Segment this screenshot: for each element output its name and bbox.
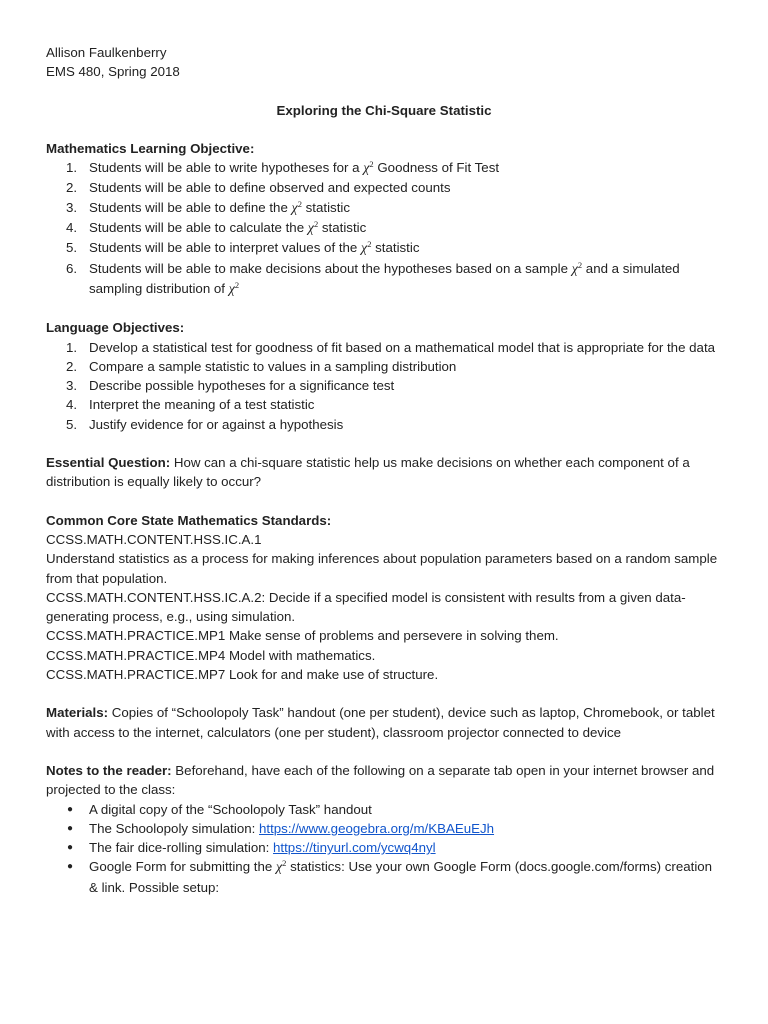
standard-line: CCSS.MATH.CONTENT.HSS.IC.A.2: Decide if a specified model is consistent with results from a given data-generating process, e.g., using simulation.	[46, 589, 686, 625]
document-title: Exploring the Chi-Square Statistic	[276, 102, 492, 118]
chi-symbol: $\chi^2$	[307, 219, 319, 237]
essential-question-text: How can a chi-square statistic help us make decisions on whether each component of a distribution is equally likely to occur?	[46, 455, 690, 490]
standard-line: CCSS.MATH.PRACTICE.MP1 Make sense of problems and persevere in solving them.	[46, 628, 559, 644]
course-info: EMS 480, Spring 2018	[46, 64, 180, 80]
language-objectives-section	[46, 318, 722, 434]
chi-symbol: $\chi^2$	[571, 259, 583, 277]
list-item: 4. Interpret the meaning of a test statistic	[66, 397, 315, 413]
materials-text: Copies of “Schoolopoly Task” handout (one per student), device such as laptop, Chromebook, or tablet with access to the internet, calculators (one per student), classroom projector connected to device	[46, 705, 715, 740]
notes-intro	[46, 761, 722, 800]
list-item: 6. Students will be able to make decisions about the hypotheses based on a sample $\chi^2$ and a simulated sampling distribution of $\chi^2$	[66, 259, 680, 297]
standard-line: Understand statistics as a process for making inferences about population parameters based on a random sample from that population.	[46, 551, 718, 586]
list-item: 1. Students will be able to write hypotheses for a $\chi^2$ Goodness of Fit Test	[66, 159, 500, 177]
dice-simulation-link[interactable]: https://tinyurl.com/ycwq4nyl	[273, 840, 436, 856]
standards-heading: Common Core State Mathematics Standards:	[46, 512, 332, 528]
author-name: Allison Faulkenberry	[46, 45, 167, 60]
list-item: ● The fair dice-rolling simulation: https://tinyurl.com/ycwq4nyl	[46, 838, 722, 857]
list-item: ● A digital copy of the “Schoolopoly Task” handout	[46, 800, 722, 819]
list-item: 5. Justify evidence for or against a hypothesis	[66, 416, 344, 432]
list-item: 4. Students will be able to calculate the $\chi^2$ statistic	[66, 219, 367, 237]
notes-label: Notes to the reader:	[46, 762, 172, 778]
notes-section	[46, 761, 722, 897]
chi-symbol: $\chi^2$	[275, 858, 287, 876]
bullet-icon: ●	[67, 803, 74, 815]
list-item: 3. Students will be able to define the $\chi^2$ statistic	[66, 198, 350, 216]
bullet-icon: ●	[67, 822, 74, 834]
bullet-icon: ●	[67, 842, 74, 854]
materials-label: Materials:	[46, 705, 109, 721]
language-objectives-heading: Language Objectives:	[46, 320, 185, 336]
list-item: 5. Students will be able to interpret values of the $\chi^2$ statistic	[66, 239, 420, 257]
standard-line: CCSS.MATH.CONTENT.HSS.IC.A.1	[46, 531, 262, 547]
list-item: 3. Describe possible hypotheses for a significance test	[66, 378, 395, 394]
chi-symbol: $\chi^2$	[361, 239, 372, 257]
list-item: 2. Students will be able to define observed and expected counts	[66, 180, 451, 196]
language-objectives-list	[46, 338, 722, 434]
list-item: 2. Compare a sample statistic to values in a sampling distribution	[66, 358, 457, 374]
list-item: 1. Develop a statistical test for goodness of fit based on a mathematical model that is appropriate for the data	[66, 339, 716, 355]
chi-symbol: $\chi^2$	[228, 279, 240, 297]
standard-line: CCSS.MATH.PRACTICE.MP4 Model with mathematics.	[46, 647, 376, 663]
essential-question-label: Essential Question:	[46, 455, 171, 471]
list-item: ● The Schoolopoly simulation: https://www.geogebra.org/m/KBAEuEJh	[46, 819, 722, 838]
notes-text: Beforehand, have each of the following on a separate tab open in your internet browser and projected to the class:	[46, 762, 715, 798]
standards-section	[46, 511, 722, 685]
geogebra-simulation-link[interactable]: https://www.geogebra.org/m/KBAEuEJh	[259, 820, 495, 836]
math-objective-heading: Mathematics Learning Objective:	[46, 140, 255, 156]
notes-list	[46, 800, 722, 897]
bullet-icon: ●	[67, 861, 74, 873]
list-item: ● Google Form for submitting the $\chi^2$ statistics: Use your own Google Form (docs.google.com/forms) creation & link. Possible setup:	[67, 858, 713, 895]
chi-symbol: $\chi^2$	[363, 159, 374, 177]
math-objective-list	[46, 158, 722, 299]
standard-line: CCSS.MATH.PRACTICE.MP7 Look for and make use of structure.	[46, 667, 439, 683]
math-objective-section	[46, 139, 722, 299]
materials	[46, 703, 722, 742]
chi-symbol: $\chi^2$	[291, 198, 302, 216]
essential-question	[46, 453, 722, 492]
